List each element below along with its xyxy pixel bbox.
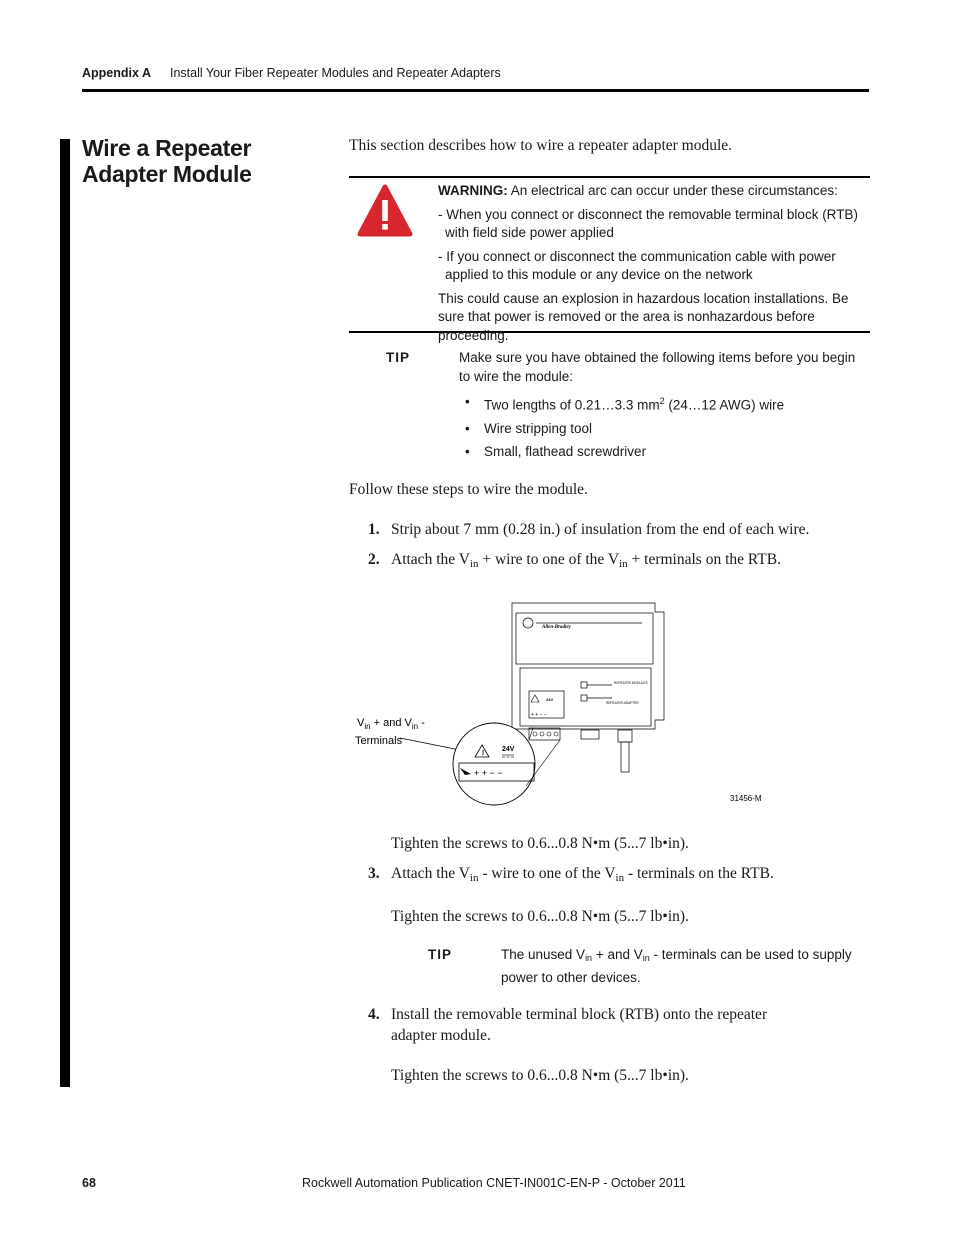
torque-1-b: m (5...7 lb [598,835,663,852]
section-title: Wire a Repeater Adapter Module [82,135,252,187]
follow-steps-text: Follow these steps to wire the module. [349,481,588,498]
torque-2-b: m (5...7 lb [598,908,663,925]
step-4-line-1: Install the removable terminal block (RTB) onto the repeater [391,1006,768,1023]
tip-item-wire-sup: 2 [659,396,665,406]
tip-item-wire [459,392,869,415]
small-voltage-label: 24V [546,697,554,702]
magnified-view-circle [453,723,535,805]
step-3-part-b: - wire to one of the V [478,865,616,882]
small-warning-icon [531,695,539,702]
repeater-modules-label: REPEATER MODULES [614,681,648,685]
tip-label-1: TIP [386,350,411,365]
torque-1-dot-2: • [662,835,668,852]
step-3-part-a: Attach the V [391,865,470,882]
tip-2-sub-1: in [585,953,593,963]
torque-2-dot-1: • [592,908,599,925]
section-side-bar [60,139,70,1087]
svg-text:Vin + and Vin -: $V_{in}$ + and $V_{in}$ - [357,717,425,731]
torque-1-a: Tighten the screws to 0.6...0.8 N [391,835,593,852]
header-title: Install Your Fiber Repeater Modules and Repeater Adapters [170,66,501,80]
warning-item-1: - When you connect or disconnect the removable terminal block (RTB) with field side power applied [438,206,858,240]
page-header [82,66,869,92]
tip-item-screwdriver: • Small, flathead screwdriver [459,442,869,461]
tip-2-part-a: The unused V [501,947,586,962]
torque-3-dot-1: • [592,1067,599,1084]
torque-2-dot-2: • [662,908,668,925]
step-3-sub-2: in [615,872,625,884]
tip-item-wire-text: Two lengths of 0.21…3.3 mm [484,397,660,413]
torque-3-c: in). [667,1067,689,1084]
torque-1-c: in). [667,835,689,852]
step-2-text [391,551,781,570]
callout-leader-line [400,738,460,750]
step-4-line-2: adapter module. [391,1027,491,1044]
torque-3-dot-2: • [662,1067,668,1084]
module-housing [512,603,664,729]
rtb-wiring-diagram [352,600,772,810]
warning-lead [438,182,866,201]
tip-2-part-c: - terminals can be used to supply power to other devices. [501,947,852,985]
step-1-text: Strip about 7 mm (0.28 in.) of insulation from the end of each wire. [391,521,810,538]
callout-label [355,717,425,747]
indicator-2 [581,695,587,701]
tip-item-wire-awg: (24…12 AWG) wire [664,397,785,413]
tip-2-part-b: + and V [592,947,643,962]
step-4-number: 4. [368,1006,380,1023]
adapter-module-outline [512,603,664,772]
tip-2-sub-2: in [642,953,650,963]
callout-terminals: Terminals [355,735,403,747]
tip-item-list [459,392,869,461]
tip-text-1: Make sure you have obtained the following items before you begin to wire the module: [459,350,856,384]
step-2-part-c: + terminals on the RTB. [627,551,781,568]
tip-body-2 [501,945,869,988]
step-3-text [391,865,774,884]
torque-2-a: Tighten the screws to 0.6...0.8 N [391,908,593,925]
fiber-connector-body [618,730,632,742]
tip-item-stripper: • Wire stripping tool [459,419,869,438]
warning-triangle-icon [357,184,413,238]
torque-3-b: m (5...7 lb [598,1067,663,1084]
brand-label: Allen-Bradley [542,625,571,630]
magnified-voltage-label: 24V [502,746,515,753]
step-2-number: 2. [368,551,380,568]
torque-3-a: Tighten the screws to 0.6...0.8 N [391,1067,593,1084]
tip-label-2: TIP [428,947,453,962]
step-2-sub-2: in [619,558,628,570]
warning-closing: This could cause an explosion in hazardous location installations. Be sure that power is removed or the area is nonhazardous before proceeding. [438,290,849,343]
warning-text [438,182,866,350]
fiber-connector-cable [621,742,629,772]
module-face-panel [516,613,653,664]
publication-info: Rockwell Automation Publication CNET-IN001C-EN-P - October 2011 [302,1176,686,1190]
tip-body-1 [459,348,869,465]
repeater-adapter-label: REPEATER ADAPTER [606,701,639,705]
intro-text: This section describes how to wire a repeater adapter module. [349,137,733,154]
step-2-part-a: Attach the V [391,551,470,568]
step-1-number: 1. [368,521,380,538]
figure-id: 31456-M [730,794,762,803]
torque-instruction-2 [391,908,689,926]
indicator-1 [581,682,587,688]
step-3-sub-1: in [469,872,479,884]
step-3-number: 3. [368,865,380,882]
warning-label: WARNING: [438,183,508,198]
step-3-part-c: - terminals on the RTB. [624,865,774,882]
magnified-terminal-signs: + + − − [474,768,503,778]
rtb-connector [529,728,560,740]
warning-item-2: - If you connect or disconnect the communication cable with power applied to this module or any device on the network [438,248,836,282]
small-terminal-signs: + + − − [531,712,547,718]
torque-instruction-3 [391,1067,689,1085]
appendix-label: Appendix A [82,66,151,80]
torque-1-dot-1: • [592,835,599,852]
svg-text:!: ! [481,750,485,757]
torque-instruction-1 [391,835,689,853]
magnifier-connector-1 [529,728,533,740]
step-2-sub-1: in [469,558,479,570]
warning-lead-text: An electrical arc can occur under these circumstances: [507,183,838,198]
warning-box [349,176,870,343]
step-2-part-b: + wire to one of the V [478,551,620,568]
torque-2-c: in). [667,908,689,925]
comm-port [581,730,599,739]
brand-logo-icon [523,618,533,628]
page-number: 68 [82,1176,96,1190]
rtb-screws [533,732,558,736]
